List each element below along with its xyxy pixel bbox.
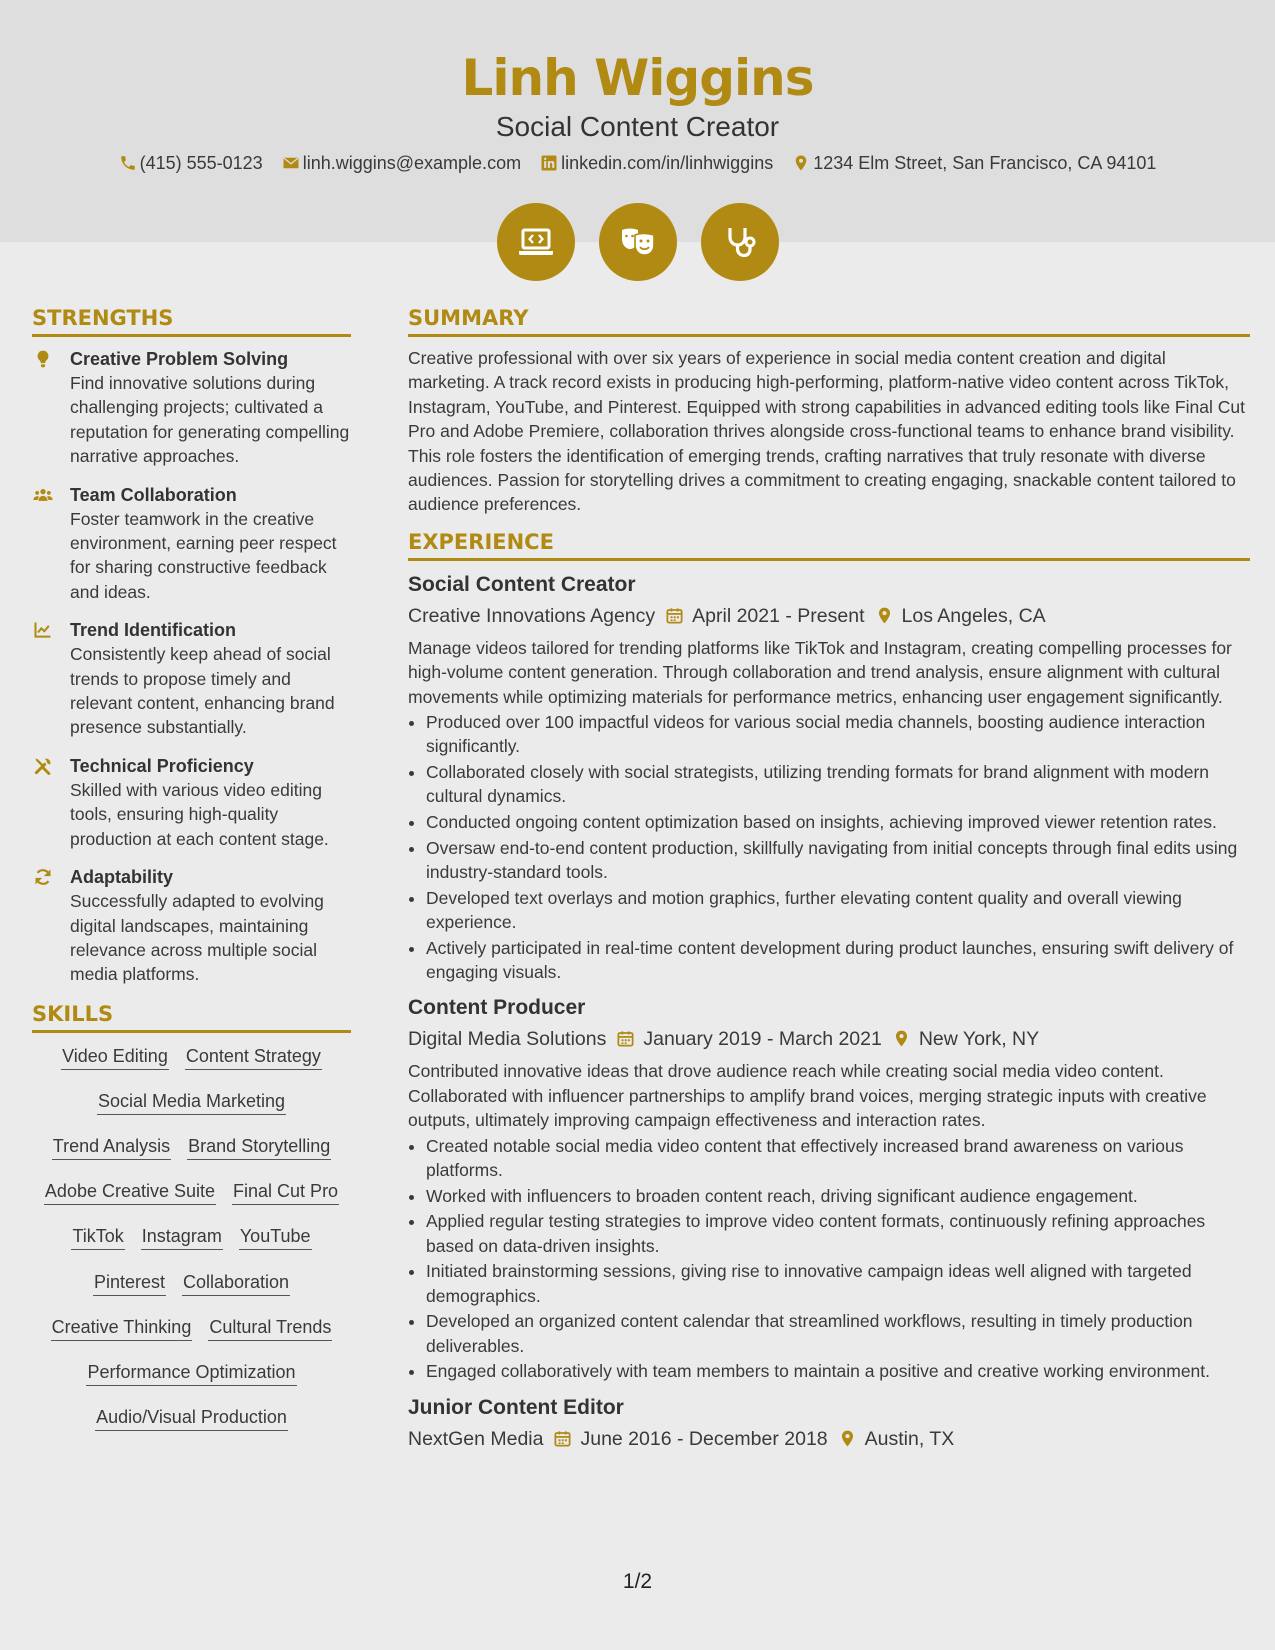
laptop-code-icon bbox=[516, 222, 556, 262]
skills-list bbox=[32, 1043, 351, 1450]
job-entry bbox=[408, 571, 1250, 985]
strength-desc: Consistently keep ahead of social trends to propose timely and relevant content, enhancing brand presence substantially. bbox=[70, 644, 335, 738]
job-bullets bbox=[408, 710, 1250, 984]
contact-linkedin[interactable] bbox=[540, 151, 773, 175]
skill-tag: Content Strategy bbox=[185, 1043, 322, 1070]
job-bullet: • Actively participated in real-time content development during product launches, ensuring swift delivery of engaging visuals. bbox=[426, 936, 1250, 985]
job-company: Digital Media Solutions bbox=[408, 1028, 607, 1051]
skill-tag: Cultural Trends bbox=[208, 1314, 332, 1341]
strength-item bbox=[32, 754, 351, 851]
lightbulb-icon bbox=[32, 349, 54, 369]
linkedin-icon bbox=[540, 154, 558, 172]
job-bullet: • Oversaw end-to-end content production, skillfully navigating from initial concepts through final edits using industry-standard tools. bbox=[426, 836, 1250, 885]
skill-tag: Pinterest bbox=[93, 1269, 166, 1296]
job-bullet: • Collaborated closely with social strategists, utilizing trending formats for brand alignment with modern cultural dynamics. bbox=[426, 760, 1250, 809]
skill-row bbox=[32, 1314, 351, 1359]
strengths-heading: STRENGTHS bbox=[32, 305, 351, 337]
skill-tag: Audio/Visual Production bbox=[95, 1404, 288, 1431]
job-description: Manage videos tailored for trending platforms like TikTok and Instagram, creating compelling processes for high-volume content generation. Through collaboration and trend analysis, ensure alignment with cultural movements while optimizing materials for performance metrics, enhancing user engagement significantly. bbox=[408, 637, 1232, 707]
skill-row bbox=[32, 1359, 351, 1404]
skill-tag: Creative Thinking bbox=[51, 1314, 193, 1341]
job-bullet: • Worked with influencers to broaden content reach, driving significant audience engagement. bbox=[426, 1184, 1250, 1208]
job-bullet: • Conducted ongoing content optimization based on insights, achieving improved viewer retention rates. bbox=[426, 810, 1250, 834]
calendar-icon bbox=[553, 1429, 572, 1448]
map-pin-icon bbox=[792, 154, 810, 172]
skill-row bbox=[32, 1178, 351, 1223]
job-location: New York, NY bbox=[918, 1028, 1040, 1051]
strength-name: Adaptability bbox=[70, 867, 174, 888]
map-pin-icon bbox=[838, 1429, 857, 1448]
strength-desc: Foster teamwork in the creative environment, earning peer respect for sharing constructive feedback and ideas. bbox=[70, 508, 337, 602]
strength-name: Technical Proficiency bbox=[70, 755, 254, 776]
skill-row bbox=[32, 1404, 351, 1449]
job-entry bbox=[408, 994, 1250, 1383]
job-dates: June 2016 - December 2018 bbox=[580, 1427, 828, 1450]
chart-line-icon bbox=[32, 620, 54, 640]
job-title: Content Producer bbox=[408, 996, 586, 1020]
stethoscope-icon bbox=[720, 222, 760, 262]
skill-tag: Final Cut Pro bbox=[232, 1178, 339, 1205]
job-dates: January 2019 - March 2021 bbox=[643, 1028, 882, 1051]
job-bullet: • Produced over 100 impactful videos for various social media channels, boosting audience interaction significantly. bbox=[426, 710, 1250, 759]
job-location: Los Angeles, CA bbox=[901, 604, 1046, 627]
job-company: Creative Innovations Agency bbox=[408, 604, 656, 627]
skill-row bbox=[32, 1088, 351, 1133]
skill-tag: Brand Storytelling bbox=[187, 1133, 331, 1160]
strength-desc: Skilled with various video editing tools, ensuring high-quality production at each content stage. bbox=[70, 779, 329, 849]
skill-tag: Instagram bbox=[141, 1223, 223, 1250]
job-meta bbox=[408, 1024, 1250, 1054]
job-title: Junior Content Editor bbox=[408, 1395, 624, 1419]
skill-row bbox=[32, 1133, 351, 1178]
job-bullet: • Developed text overlays and motion graphics, further elevating content quality and overall viewing experience. bbox=[426, 886, 1250, 935]
strength-name: Team Collaboration bbox=[70, 484, 237, 505]
summary-text: Creative professional with over six years of experience in social media content creation and digital marketing. A track record exists in producing high-performing, platform-native video content across TikTok, Instagram, YouTube, and Pinterest. Equipped with strong capabilities in advanced editing tools like Final Cut Pro and Adobe Premiere, collaboration thrives alongside cross-functional teams to enhance brand visibility. This role fosters the identification of emerging trends, crafting narratives that truly resonate with diverse audiences. Passion for storytelling drives a commitment to creating engaging, snackable content tailored to audience preferences. bbox=[408, 348, 1245, 515]
strength-name: Creative Problem Solving bbox=[70, 349, 289, 369]
candidate-title: Social Content Creator bbox=[495, 111, 780, 142]
contact-linkedin-text: linkedin.com/in/linhwiggins bbox=[561, 153, 774, 173]
skill-tag: TikTok bbox=[71, 1223, 124, 1250]
summary-heading: SUMMARY bbox=[408, 305, 1250, 337]
strength-item bbox=[32, 483, 351, 605]
calendar-icon bbox=[616, 1029, 635, 1048]
left-column bbox=[32, 305, 351, 1449]
skill-tag: Video Editing bbox=[61, 1043, 169, 1070]
job-bullets bbox=[408, 1134, 1250, 1384]
laptop-code-circle bbox=[497, 203, 575, 281]
job-bullet: • Developed an organized content calendar that streamlined workflows, resulting in timely production deliverables. bbox=[426, 1309, 1250, 1358]
experience-list bbox=[408, 571, 1250, 1454]
contact-phone[interactable] bbox=[119, 151, 263, 175]
job-dates: April 2021 - Present bbox=[692, 604, 865, 627]
experience-heading: EXPERIENCE bbox=[408, 529, 1250, 561]
job-title: Social Content Creator bbox=[408, 572, 636, 596]
skill-tag: YouTube bbox=[239, 1223, 312, 1250]
envelope-icon bbox=[282, 154, 300, 172]
job-meta bbox=[408, 601, 1250, 631]
skills-heading: SKILLS bbox=[32, 1001, 351, 1033]
skill-row bbox=[32, 1043, 351, 1088]
users-icon bbox=[32, 485, 54, 505]
strength-desc: Find innovative solutions during challenging projects; cultivated a reputation for generating compelling narrative approaches. bbox=[70, 373, 350, 467]
job-company: NextGen Media bbox=[408, 1427, 544, 1450]
job-bullet: • Engaged collaboratively with team members to maintain a positive and creative working environment. bbox=[426, 1359, 1250, 1383]
interest-icons bbox=[0, 203, 1275, 281]
skill-tag: Collaboration bbox=[182, 1269, 290, 1296]
strength-desc: Successfully adapted to evolving digital landscapes, maintaining relevance across multiple social media platforms. bbox=[70, 891, 324, 985]
right-column bbox=[408, 305, 1250, 1459]
map-pin-icon bbox=[892, 1029, 911, 1048]
strength-item bbox=[32, 618, 351, 740]
theater-masks-circle bbox=[599, 203, 677, 281]
stethoscope-circle bbox=[701, 203, 779, 281]
contact-bar bbox=[0, 151, 1275, 175]
phone-icon bbox=[119, 154, 137, 172]
tools-icon bbox=[32, 756, 54, 776]
skill-tag: Performance Optimization bbox=[86, 1359, 296, 1386]
skill-tag: Adobe Creative Suite bbox=[44, 1178, 216, 1205]
theater-masks-icon bbox=[618, 222, 658, 262]
job-description: Contributed innovative ideas that drove audience reach while creating social media video content. Collaborated with influencer partnerships to amplify brand voices, merging strategic inputs with creative outputs, ultimately improving campaign effectiveness and interaction rates. bbox=[408, 1061, 1207, 1131]
sync-icon bbox=[32, 867, 54, 887]
skill-row bbox=[32, 1223, 351, 1268]
strength-item bbox=[32, 865, 351, 987]
job-meta bbox=[408, 1424, 1250, 1454]
job-bullet: • Initiated brainstorming sessions, giving rise to innovative campaign ideas well aligned with targeted demographics. bbox=[426, 1259, 1250, 1308]
page-number: 1/2 bbox=[622, 1570, 653, 1593]
calendar-icon bbox=[665, 606, 684, 625]
skill-row bbox=[32, 1269, 351, 1314]
contact-email-text: linh.wiggins@example.com bbox=[302, 153, 522, 173]
contact-email[interactable] bbox=[282, 151, 521, 175]
skill-tag: Trend Analysis bbox=[52, 1133, 171, 1160]
contact-address-text: 1234 Elm Street, San Francisco, CA 94101 bbox=[813, 153, 1157, 173]
strength-item bbox=[32, 347, 351, 469]
map-pin-icon bbox=[875, 606, 894, 625]
job-entry bbox=[408, 1394, 1250, 1454]
job-location: Austin, TX bbox=[864, 1427, 955, 1450]
contact-address bbox=[792, 151, 1156, 175]
skill-tag: Social Media Marketing bbox=[97, 1088, 286, 1115]
job-bullet: • Applied regular testing strategies to improve video content formats, continuously refining approaches based on data-driven insights. bbox=[426, 1209, 1250, 1258]
candidate-name: Linh Wiggins bbox=[461, 49, 814, 107]
job-bullet: • Created notable social media video content that effectively increased brand awareness on various platforms. bbox=[426, 1134, 1250, 1183]
contact-phone-text: (415) 555-0123 bbox=[139, 153, 263, 173]
strength-name: Trend Identification bbox=[70, 620, 237, 641]
